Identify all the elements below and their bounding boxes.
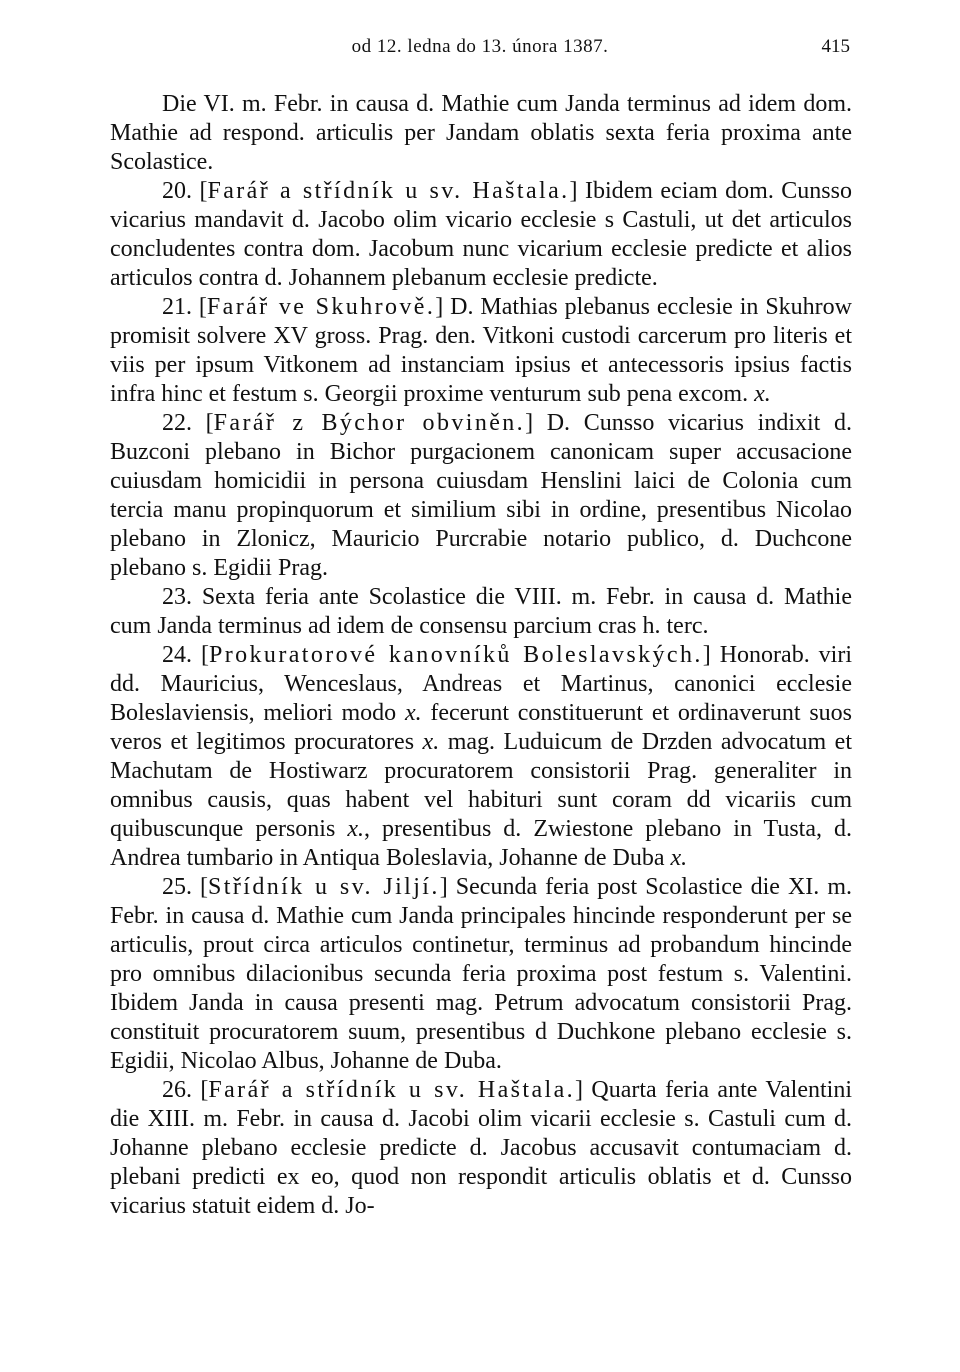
entry-text: ] Secunda feria post Scolastice die XI. m. Febr. in causa d. Mathie cum Janda principales hincinde responderunt per se articulis, prout circa articulos continetur, terminus ad probandum hincinde pro omnibus dilacionibus secunda feria proxima post festum s. Valentini. Ibidem Janda in causa presenti mag. Petrum advocatum consistorii Prag. constituit procuratorem suum, presentibus d Duchkone plebano ecclesie s. Egidii, Nicolao Albus, Johanne de Duba. (110, 874, 852, 1074)
etc-abbreviation: x. (422, 729, 440, 755)
entry-text: ] Ibidem eciam dom. Cunsso vicarius mandavit d. Jacobo olim vicario ecclesie s Castuli, ut det articulos concludentes contra dom. Jacobum nunc vicarium ecclesie predicte et alios articulos contra d. Johannem plebanum ecclesie predicte. (110, 178, 852, 291)
entry-text: 23. Sexta feria ante Scolastice die VIII. m. Febr. in causa d. Mathie cum Janda terminus ad idem de consensu parcium cras h. terc. (110, 584, 852, 639)
entry-paragraph (110, 409, 852, 583)
running-title: od 12. ledna do 13. února 1387. (351, 36, 609, 57)
entry-heading: Farář a střídník u sv. Haštala. (208, 1077, 576, 1103)
entry-paragraph (110, 90, 852, 177)
entry-text: ] D. Cunsso vicarius indixit d. Buzconi plebano in Bichor purgacionem canonicam super accusacione cuiusdam homicidii in persona cuiusdam Henslini laici de Colonia cum tercia manu propinquorum et similium sibi in ordine, presentibus Nicolao plebano in Zlonicz, Mauricio Purcrabie notario publico, d. Duchcone plebano s. Egidii Prag. (110, 410, 852, 581)
entry-text: 20. [ (162, 178, 208, 204)
etc-abbreviation: x. (347, 816, 364, 842)
entry-heading: Farář a střídník u sv. Haštala. (207, 178, 570, 204)
entry-heading: Farář z Býchor obviněn. (213, 410, 526, 436)
entry-text: mag. Luduicum de Drzden advocatum et Machutam de Hostiwarz procuratorem consistorii Prag. generaliter in omnibus causis, quas habent vel habituri sunt coram dd vicariis cum quibuscunque personis (110, 729, 853, 842)
entry-heading: Střídník u sv. Jiljí. (208, 874, 440, 900)
entry-text: ] Quarta feria ante Valentini die XIII. m. Febr. in causa d. Jacobi olim vicarii ecclesie s. Castuli cum d. Johanne plebano ecclesie predicte d. Jacobus accusavit contumaciam d. plebani predicti ex eo, quod non respondit articulis oblatis et d. Cunsso vicarius statuit eidem d. Jo- (110, 1077, 852, 1219)
entry-text: ] Honorab. viri dd. Mauricius, Wenceslaus, Andreas et Martinus, canonici ecclesie Boleslaviensis, meliori modo (110, 642, 853, 726)
entry-heading: Farář ve Skuhrově. (206, 294, 436, 320)
entry-heading: Prokuratorové kanovníků Boleslavských. (208, 642, 703, 668)
page-number: 415 (821, 36, 850, 57)
document-body (110, 90, 852, 1221)
entry-paragraph (110, 1076, 852, 1221)
entry-paragraph (110, 293, 852, 409)
entry-text: 26. [ (162, 1077, 209, 1103)
entry-text: 21. [ (162, 294, 207, 320)
entry-paragraph (110, 177, 852, 293)
entry-text: ] D. Mathias plebanus ecclesie in Skuhrow promisit solvere XV gross. Prag. den. Vitkoni custodi carcerum pro literis et viis per ipsum Vitkonem ad instanciam ipsius et antecessoris ipsius factis infra hinc et festum s. Georgii proxime venturum sub pena excom. (110, 294, 853, 407)
entry-paragraph (110, 641, 852, 873)
entry-paragraph (110, 873, 852, 1076)
etc-abbreviation: x. (754, 381, 771, 407)
etc-abbreviation: x. (404, 700, 422, 726)
entry-text: fecerunt constituerunt et ordinaverunt suos veros et legitimos procuratores (110, 700, 852, 755)
entry-paragraph (110, 583, 852, 641)
entry-text: Die VI. m. Febr. in causa d. Mathie cum Janda terminus ad idem dom. Mathie ad respond. articulis per Jandam oblatis sexta feria proxima ante Scolastice. (110, 91, 852, 175)
entry-text: 24. [ (162, 642, 209, 668)
page-header (110, 36, 850, 60)
entry-text: 25. [ (162, 874, 209, 900)
entry-text: , presentibus d. Zwiestone plebano in Tusta, d. Andrea tumbario in Antiqua Boleslavia, Johanne de Duba (110, 816, 853, 871)
etc-abbreviation: x. (670, 845, 688, 871)
entry-text: 22. [ (162, 410, 214, 436)
